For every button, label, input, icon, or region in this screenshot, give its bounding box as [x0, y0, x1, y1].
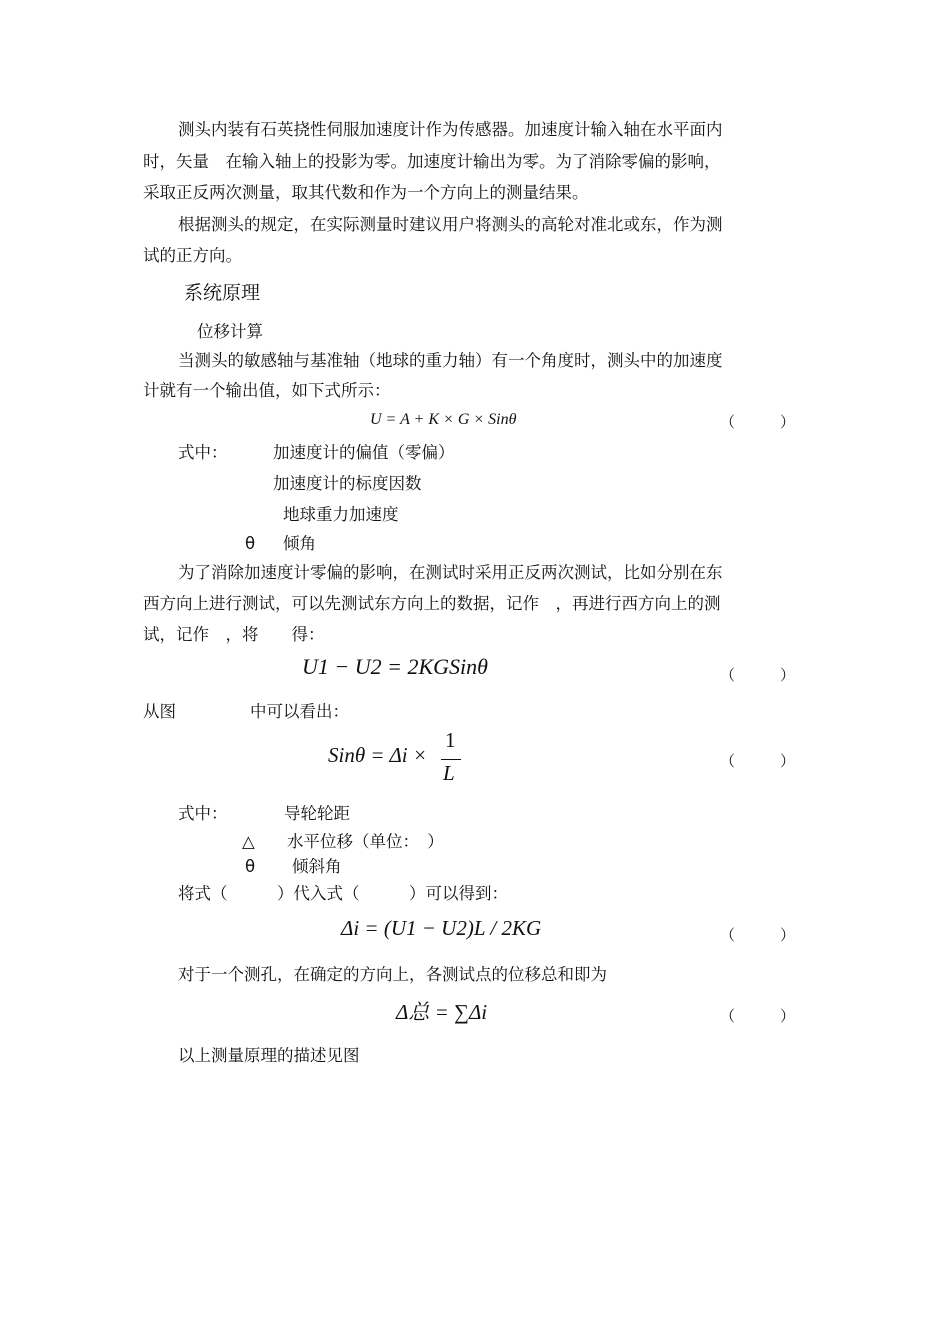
equation-3-fraction-bar [441, 759, 461, 760]
equation-1 [370, 411, 516, 429]
where1-gravity: 地球重力加速度 [283, 505, 399, 524]
where2-delta-symbol: △ [242, 832, 255, 851]
para1-line1: 测头内装有石英挠性伺服加速度计作为传感器。加速度计输入轴在水平面内 [178, 120, 723, 139]
equation-5-text: Δ总 = ∑Δi [396, 1000, 488, 1024]
para2-line2: 试的正方向。 [143, 246, 242, 265]
para3-line2: 计就有一个输出值，如下式所示： [143, 381, 391, 400]
from-figure-a: 从图 [143, 702, 176, 721]
where-label-2: 式中： [178, 804, 228, 823]
where2-wheelbase: 导轮轮距 [284, 804, 350, 823]
equation-4 [341, 916, 541, 941]
para4-line1: 为了消除加速度计零偏的影响，在测试时采用正反两次测试，比如分别在东 [178, 563, 723, 582]
equation-2 [302, 654, 488, 680]
para4-line3: 试，记作 ，将 得： [143, 625, 325, 644]
para1-line2: 时，矢量 在输入轴上的投影为零。加速度计输出为零。为了消除零偏的影响， [143, 152, 721, 171]
para1-line3: 采取正反两次测量，取其代数和作为一个方向上的测量结果。 [143, 183, 589, 202]
equation-4-text: Δi = (U1 − U2)L / 2KG [341, 916, 542, 940]
equation-3-lhs: Sinθ = Δi × [328, 743, 428, 767]
section-heading: 系统原理 [184, 282, 261, 304]
equation-3-denominator: L [443, 761, 455, 785]
para2-line1: 根据测头的规定，在实际测量时建议用户将测头的高轮对准北或东，作为测 [178, 215, 723, 234]
where1-scale-factor: 加速度计的标度因数 [273, 474, 422, 493]
equation-1-number: （ ） [720, 413, 796, 431]
where2-tilt-angle: 倾斜角 [292, 857, 342, 876]
para5: 对于一个测孔，在确定的方向上，各测试点的位移总和即为 [178, 965, 607, 984]
equation-2-number: （ ） [720, 666, 796, 684]
equation-2-text: U1 − U2 = 2KGSinθ [302, 654, 488, 679]
equation-5-number: （ ） [720, 1007, 796, 1025]
where1-bias: 加速度计的偏值（零偏） [273, 443, 455, 462]
where2-theta-symbol: θ [245, 857, 256, 876]
para6: 以上测量原理的描述见图 [178, 1046, 360, 1065]
where1-angle: 倾角 [283, 534, 316, 553]
equation-1-text: U = A + K × G × Sinθ [370, 411, 517, 428]
substitution-text: 将式（ ）代入式（ ）可以得到： [178, 884, 508, 903]
subsection-heading: 位移计算 [197, 322, 263, 341]
equation-4-number: （ ） [720, 926, 796, 944]
equation-3-numerator: 1 [445, 728, 456, 752]
para4-line2: 西方向上进行测试，可以先测试东方向上的数据，记作 ，再进行西方向上的测 [143, 594, 721, 613]
where-label-1: 式中： [178, 443, 228, 462]
equation-3-number: （ ） [720, 752, 796, 770]
equation-5 [396, 996, 487, 1026]
where1-theta-symbol: θ [245, 534, 256, 553]
from-figure-b: 中可以看出： [250, 702, 349, 721]
where2-displacement: 水平位移（单位： ） [287, 832, 444, 851]
para3-line1: 当测头的敏感轴与基准轴（地球的重力轴）有一个角度时，测头中的加速度 [178, 351, 723, 370]
